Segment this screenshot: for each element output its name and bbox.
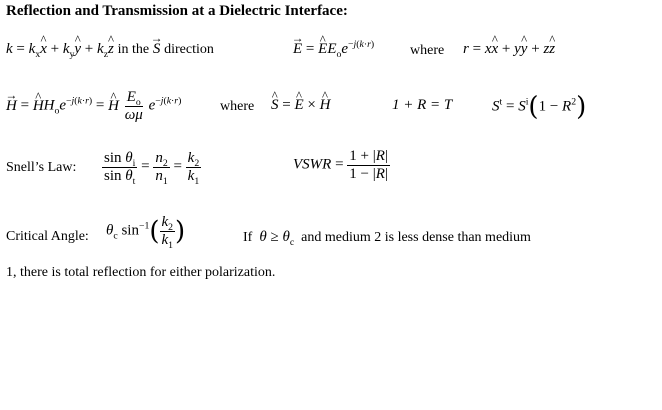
where-text-1: where [410, 43, 445, 58]
if-text: If [243, 230, 253, 245]
critical-angle-equation: $\theta_c$ $\sin^{-1}$( $\frac{k_2}{k_1}$ ) [106, 214, 186, 251]
boundary-equation: 1 + R = T [392, 97, 453, 113]
snell-label: Snell’s Law: [6, 160, 77, 175]
wave-vector-equation: $k = k_xx$ ^ + $k_yy$ ^ + $k_zz$ ^ in the S → direction [6, 41, 214, 58]
k-symbol: k [6, 41, 13, 57]
vswr-symbol: VSWR [293, 156, 332, 173]
transmitted-power-equation: $S^t = S^i(1 - R^2)$ [492, 92, 587, 122]
condition-text: and medium 2 is less dense than medium [301, 230, 531, 245]
critical-angle-label: Critical Angle: [6, 229, 89, 244]
position-vector-equation: r = xx ^ + yy ^ + zz ^ [463, 41, 555, 58]
critical-condition: If $\theta \ge \theta_c$ and medium 2 is less dense than medium [243, 229, 531, 248]
snell-equation: $\frac{\sin \theta_i}{\sin \theta_t}$ = $\frac{n_2}{n_1}$ = $\frac{k_2}{k_1}$ [104, 150, 200, 187]
page-title: Reflection and Transmission at a Dielectric Interface: [6, 3, 348, 19]
where-text-2: where [220, 99, 255, 114]
critical-continuation: 1, there is total reflection for either polarization. [6, 265, 276, 280]
e-field-equation: E → = E $\^{}E_oe^{-j(k\cdot r)}$ [293, 41, 374, 58]
poynting-equation: S ^ = E ^ × H ^ [271, 97, 330, 114]
h-field-equation: H → = H $\^{}H_oe^{-j(k\cdot r)} = H$ ^ $\frac{E_o}{\omega\mu}$ $e^{-j(k\cdot r)}$ [6, 89, 181, 124]
direction-text: direction [164, 42, 214, 57]
vswr-equation: VSWR = $\frac{1 + |R|}{1 - |R|}$ [293, 148, 388, 182]
in-the-text: in the [117, 42, 150, 57]
